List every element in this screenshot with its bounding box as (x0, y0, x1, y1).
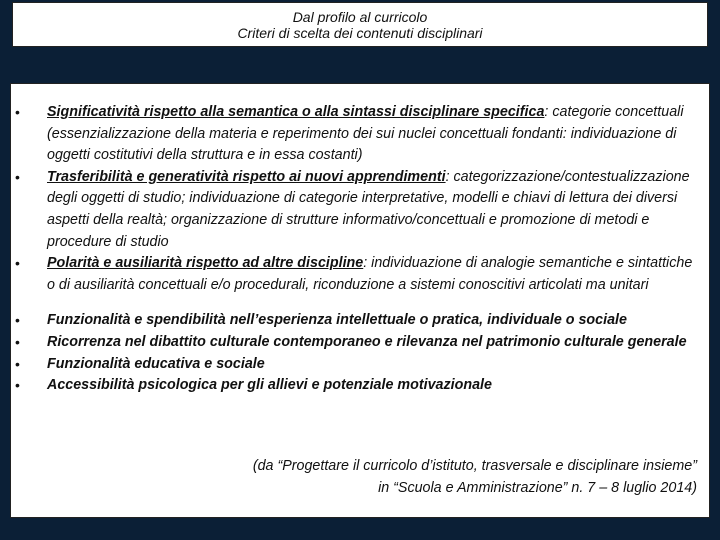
criterion-heading: Trasferibilità e generatività rispetto ai nuovi apprendimenti (47, 168, 446, 185)
bullet-icon: • (15, 104, 20, 120)
list-item (15, 375, 701, 397)
slide-title (12, 2, 708, 47)
criterion-text: : categorie concettuali (essenzializzazione della materia e reperimento dei sui nuclei concettuali fondanti: individuazione di oggetti costitutivi della struttura e in essa costanti) (47, 104, 684, 164)
criterion-heading: Significatività rispetto alla semantica o alla sintassi disciplinare specifica (47, 104, 545, 120)
criterion-heading: Polarità e ausiliarità rispetto ad altre discipline (47, 255, 364, 272)
title-line-2: Criteri di scelta dei contenuti disciplinari (237, 24, 483, 41)
list-item (15, 310, 701, 332)
list-item (15, 102, 701, 167)
bullet-icon: • (15, 312, 20, 329)
criterion-text: Funzionalità e spendibilità nell’esperienza intellettuale o pratica, individuale o sociale (47, 312, 627, 329)
list-item (15, 332, 701, 354)
list-item (15, 253, 701, 296)
source-line-1: (da “Progettare il curricolo d’istituto, trasversale e disciplinare insieme” (252, 458, 697, 474)
bullet-icon: • (15, 333, 20, 350)
list-item (15, 167, 701, 253)
bullet-icon: • (15, 377, 20, 394)
title-line-1: Dal profilo al curricolo (292, 8, 428, 25)
criterion-text: Accessibilità psicologica per gli allievi e potenziale motivazionale (47, 377, 492, 394)
bullet-icon: • (15, 168, 20, 185)
criterion-text: : categorizzazione/contestualizzazione degli oggetti di studio; individuazione di categorie interpretative, modelli e chiavi di lettura dei diversi aspetti della realtà; organizzazione di strutture informativo/concettuali e promozione di metodi e procedure di studio (47, 168, 690, 250)
source-citation (97, 456, 697, 499)
source-line-2: in “Scuola e Amministrazione” n. 7 – 8 luglio 2014) (378, 479, 697, 496)
list-item (15, 354, 701, 376)
criterion-text: Funzionalità educativa e sociale (47, 355, 265, 372)
bullet-icon: • (15, 255, 20, 272)
criterion-text: : individuazione di analogie semantiche e sintattiche o di ausiliarità concettuali e/o procedurali, riconduzione a sistemi conoscitivi articolati ma unitari (47, 255, 693, 293)
criteria-list (15, 102, 701, 397)
content-panel (10, 83, 710, 518)
criterion-text: Ricorrenza nel dibattito culturale contemporaneo e rilevanza nel patrimonio culturale generale (47, 333, 687, 350)
list-spacer (47, 296, 701, 310)
bullet-icon: • (15, 355, 20, 372)
